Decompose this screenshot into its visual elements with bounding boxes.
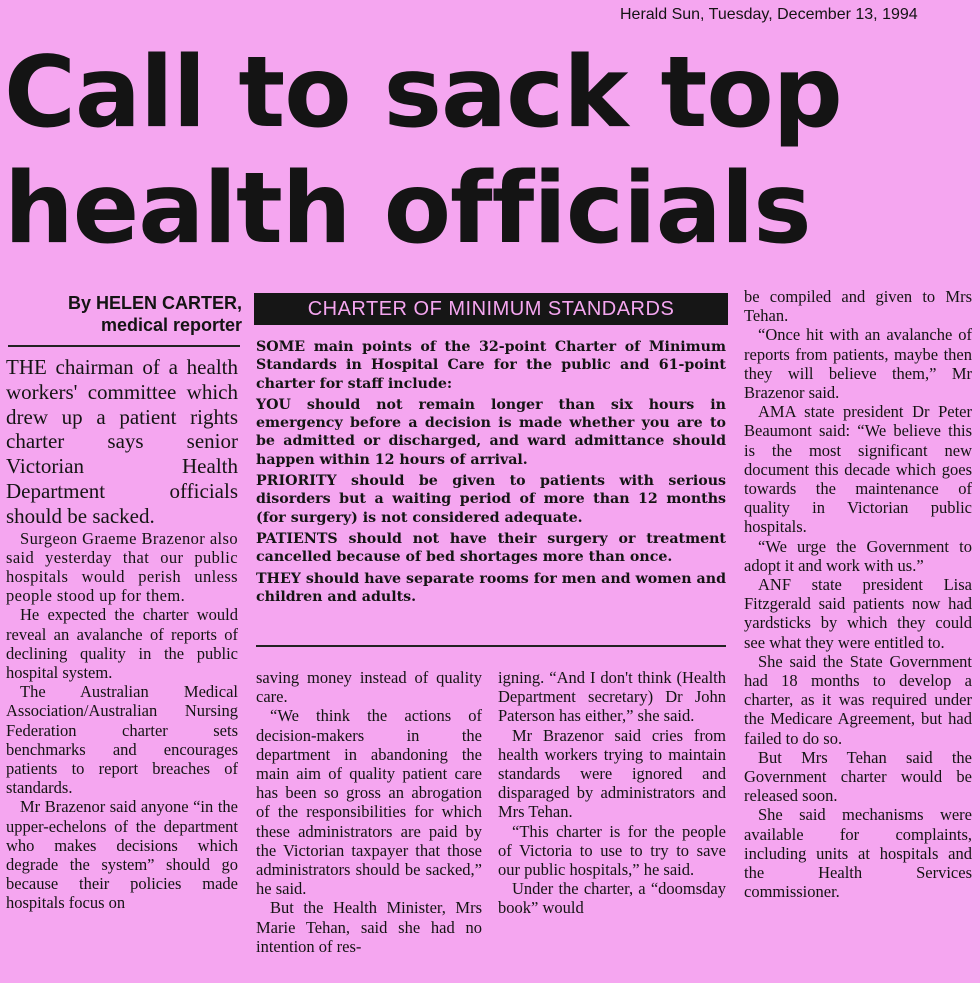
article-paragraph: She said mechanisms were available for complaints, including units at hospitals and the Health Services commissioner. — [744, 805, 972, 902]
charter-box-body — [256, 338, 726, 609]
article-paragraph: He expected the charter would reveal an avalanche of reports of declining quality in the public hospital system. — [6, 605, 238, 682]
article-paragraph: “We think the actions of decision-makers in the department in abandoning the main aim of quality patient care has been so gross an abrogation of the responsibilities for which these administrators are paid by the Victorian taxpayer that those administrators should be sacked,” he said. — [256, 706, 482, 899]
lead-paragraph: THE chairman of a health workers' committee which drew up a patient rights charter says senior Victorian Health Department officials should be sacked. — [6, 355, 238, 528]
article-paragraph: “We urge the Government to adopt it and work with us.” — [744, 536, 972, 575]
byline-role: medical reporter — [100, 315, 242, 335]
byline-rule — [8, 345, 240, 347]
charter-point: PRIORITY should be given to patients with serious disorders but a waiting period of more than 12 months (for surgery) is not considered adequate. — [256, 473, 726, 526]
article-paragraph: Surgeon Graeme Brazenor also said yesterday that our public hospitals would perish unless people stood up for them. — [6, 528, 238, 606]
charter-box-title: CHARTER OF MINIMUM STANDARDS — [254, 293, 728, 325]
headline-line-2: health officials — [4, 152, 811, 266]
article-paragraph: The Australian Medical Association/Australian Nursing Federation charter sets benchmarks and encourages patients to report breaches of standards. — [6, 682, 238, 798]
masthead: Herald Sun, Tuesday, December 13, 1994 — [620, 6, 918, 23]
article-paragraph: Mr Brazenor said cries from health workers trying to maintain standards were ignored and disparaged by administrators and Mrs Tehan. — [498, 725, 726, 822]
article-paragraph: “This charter is for the people of Victoria to use to try to save our public hospitals,” he said. — [498, 821, 726, 880]
charter-box-rule — [256, 645, 726, 647]
headline-line-1: Call to sack top — [4, 36, 842, 150]
article-paragraph: be compiled and given to Mrs Tehan. — [744, 287, 972, 326]
article-paragraph: But Mrs Tehan said the Government charter would be released soon. — [744, 747, 972, 806]
byline-author: By HELEN CARTER, — [67, 293, 242, 313]
byline — [10, 292, 242, 336]
article-column-4 — [744, 287, 972, 902]
article-paragraph: But the Health Minister, Mrs Marie Tehan, said she had no intention of res- — [256, 898, 482, 956]
article-paragraph: igning. “And I don't think (Health Department secretary) Dr John Paterson has either,” she said. — [498, 668, 726, 726]
article-paragraph: saving money instead of quality care. — [256, 668, 482, 707]
article-paragraph: She said the State Government had 18 months to develop a charter, as it was required under the Medicare Agreement, but had failed to do so. — [744, 651, 972, 748]
charter-point: THEY should have separate rooms for men and women and children and adults. — [256, 570, 726, 605]
charter-intro: SOME main points of the 32-point Charter of Minimum Standards in Hospital Care for the public and 61-point charter for staff include: — [256, 339, 726, 392]
article-paragraph: Mr Brazenor said anyone “in the upper-echelons of the department who makes decisions which degrade the system” should go because their policies made hospitals focus on — [6, 797, 238, 913]
article-paragraph: AMA state president Dr Peter Beaumont said: “We believe this is the most significant new document this decade which goes towards the maintenance of quality in Victorian public hospitals. — [744, 402, 972, 537]
article-column-1 — [6, 355, 238, 913]
charter-point: PATIENTS should not have their surgery or treatment cancelled because of bed shortages more than once. — [256, 530, 726, 566]
article-column-2 — [256, 668, 482, 956]
article-paragraph: Under the charter, a “doomsday book” would — [498, 879, 726, 918]
article-paragraph: ANF state president Lisa Fitzgerald said patients now had yardsticks by which they could see what they were entitled to. — [744, 575, 972, 652]
article-column-3 — [498, 668, 726, 918]
article-paragraph: “Once hit with an avalanche of reports from patients, maybe then they will believe them,” Mr Brazenor said. — [744, 325, 972, 403]
charter-point: YOU should not remain longer than six hours in emergency before a decision is made whether you are to be admitted or discharged, and ward admittance should happen within 12 hours of arrival. — [256, 396, 726, 468]
